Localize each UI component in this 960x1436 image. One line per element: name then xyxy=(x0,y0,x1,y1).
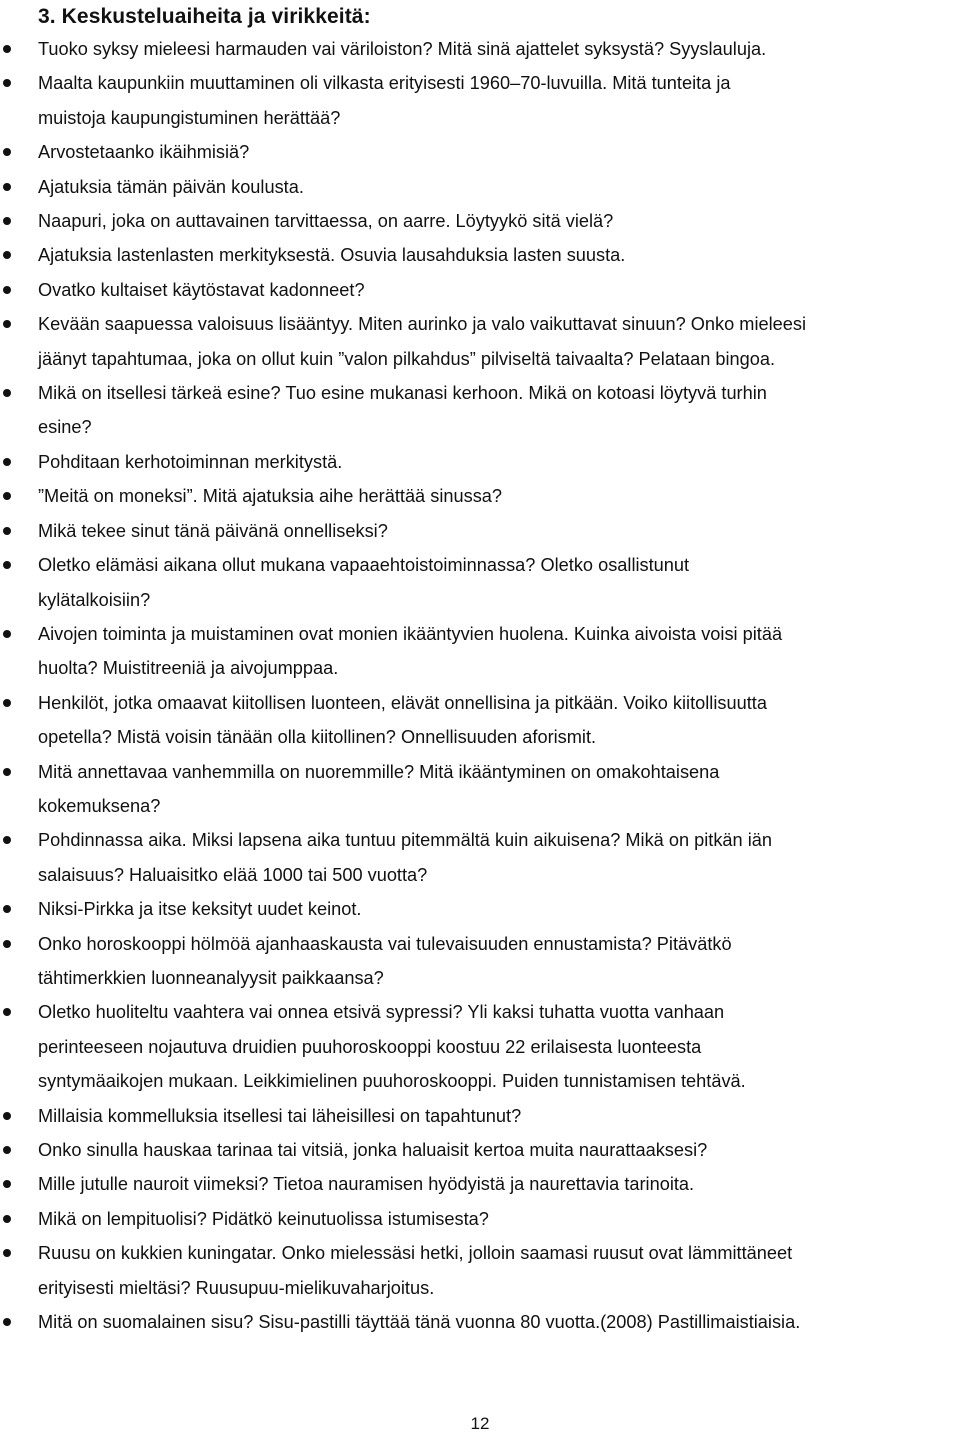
list-item-text: Mikä on itsellesi tärkeä esine? Tuo esine mukanasi kerhoon. Mikä on kotoasi löytyvä turhin xyxy=(38,383,767,404)
list-item-text: Ajatuksia tämän päivän koulusta. xyxy=(38,176,304,197)
list-item-text: salaisuus? Haluaisitko elää 1000 tai 500 vuotta? xyxy=(38,864,428,885)
list-item-text: Maalta kaupunkiin muuttaminen oli vilkasta erityisesti 1960–70-luvuilla. Mitä tunteita ja xyxy=(38,73,731,94)
list-item xyxy=(0,273,960,307)
bullet-icon xyxy=(3,630,11,638)
list-item-text: jäänyt tapahtumaa, joka on ollut kuin ”valon pilkahdus” pilviseltä taivaalta? Pelataan bingoa. xyxy=(38,348,776,369)
list-item xyxy=(0,514,960,548)
list-item xyxy=(0,1099,960,1133)
bullet-icon xyxy=(3,45,11,53)
bullet-icon xyxy=(3,1112,11,1120)
list-item-text: Mikä tekee sinut tänä päivänä onnelliseksi? xyxy=(38,520,388,541)
list-item xyxy=(0,445,960,479)
list-item xyxy=(0,1305,960,1339)
list-item-text: Mitä on suomalainen sisu? Sisu-pastilli täyttää tänä vuonna 80 vuotta.(2008) Pastillimaistiaisia. xyxy=(38,1312,801,1333)
bullet-icon xyxy=(3,768,11,776)
bullet-icon xyxy=(3,320,11,328)
bullet-icon xyxy=(3,1215,11,1223)
list-item-text: opetella? Mistä voisin tänään olla kiitollinen? Onnellisuuden aforismit. xyxy=(38,727,597,748)
bullet-icon xyxy=(3,940,11,948)
list-item-text: Henkilöt, jotka omaavat kiitollisen luonteen, elävät onnellisina ja pitkään. Voiko kiitollisuutta xyxy=(38,692,767,713)
list-item-text: Onko sinulla hauskaa tarinaa tai vitsiä, jonka haluaisit kertoa muita naurattaaksesi? xyxy=(38,1140,708,1160)
list-item-text: Arvostetaanko ikäihmisiä? xyxy=(38,142,250,163)
page-number: 12 xyxy=(470,1414,490,1433)
list-item xyxy=(0,1202,960,1236)
bullet-icon xyxy=(3,286,11,294)
list-item-text: Kevään saapuessa valoisuus lisääntyy. Miten aurinko ja valo vaikuttavat sinuun? Onko mieleesi xyxy=(38,314,807,335)
list-item xyxy=(0,170,960,204)
bullet-icon xyxy=(3,492,11,500)
topic-list xyxy=(0,32,960,1339)
list-item xyxy=(0,238,960,272)
bullet-icon xyxy=(3,1249,11,1257)
bullet-icon xyxy=(3,183,11,191)
list-item xyxy=(0,927,960,996)
bullet-icon xyxy=(3,148,11,156)
list-item-text: kylätalkoisiin? xyxy=(38,589,151,610)
list-item-text: perinteeseen nojautuva druidien puuhoroskooppi koostuu 22 erilaisesta luonteesta xyxy=(38,1036,702,1057)
list-item xyxy=(0,617,960,686)
list-item xyxy=(0,307,960,376)
list-item-text: Oletko huoliteltu vaahtera vai onnea etsivä sypressi? Yli kaksi tuhatta vuotta vanhaan xyxy=(38,1002,725,1023)
list-item xyxy=(0,204,960,238)
bullet-icon xyxy=(3,527,11,535)
list-item-text: kokemuksena? xyxy=(38,795,161,816)
list-item xyxy=(0,479,960,513)
list-item-text: Ruusu on kukkien kuningatar. Onko mielessäsi hetki, jolloin saamasi ruusut ovat lämmittäneet xyxy=(38,1243,793,1264)
list-item xyxy=(0,1133,960,1167)
list-item-text: Mikä on lempituolisi? Pidätkö keinutuolissa istumisesta? xyxy=(38,1208,489,1229)
list-item xyxy=(0,686,960,755)
bullet-icon xyxy=(3,389,11,397)
list-item-text: Tuoko syksy mieleesi harmauden vai väriloiston? Mitä sinä ajattelet syksystä? Syyslauluja. xyxy=(38,39,767,59)
bullet-icon xyxy=(3,1180,11,1188)
list-item-text: Pohdinnassa aika. Miksi lapsena aika tuntuu pitemmältä kuin aikuisena? Mikä on pitkän iän xyxy=(38,830,772,851)
list-item-text: Niksi-Pirkka ja itse keksityt uudet keinot. xyxy=(38,899,362,920)
bullet-icon xyxy=(3,458,11,466)
bullet-icon xyxy=(3,79,11,87)
list-item-text: tähtimerkkien luonneanalyysit paikkaansa? xyxy=(38,967,384,988)
list-item-text: Millaisia kommelluksia itsellesi tai läheisillesi on tapahtunut? xyxy=(38,1105,522,1126)
list-item-text: Naapuri, joka on auttavainen tarvittaessa, on aarre. Löytyykö sitä vielä? xyxy=(38,211,614,232)
list-item-text: Onko horoskooppi hölmöä ajanhaaskausta vai tulevaisuuden ennustamista? Pitävätkö xyxy=(38,933,732,954)
bullet-icon xyxy=(3,905,11,913)
bullet-icon xyxy=(3,251,11,259)
list-item-text: ”Meitä on moneksi”. Mitä ajatuksia aihe herättää sinussa? xyxy=(38,486,503,507)
list-item xyxy=(0,135,960,169)
list-item xyxy=(0,892,960,926)
list-item xyxy=(0,32,960,66)
bullet-icon xyxy=(3,699,11,707)
list-item xyxy=(0,548,960,617)
list-item xyxy=(0,1167,960,1201)
list-item-text: syntymäaikojen mukaan. Leikkimielinen puuhoroskooppi. Puiden tunnistamisen tehtävä. xyxy=(38,1071,746,1092)
list-item xyxy=(0,823,960,892)
list-item-text: Mille jutulle nauroit viimeksi? Tietoa nauramisen hyödyistä ja naurettavia tarinoita. xyxy=(38,1174,695,1195)
bullet-icon xyxy=(3,561,11,569)
list-item xyxy=(0,995,960,1098)
list-item-text: Mitä annettavaa vanhemmilla on nuoremmille? Mitä ikääntyminen on omakohtaisena xyxy=(38,761,720,782)
list-item xyxy=(0,376,960,445)
bullet-icon xyxy=(3,1146,11,1154)
list-item xyxy=(0,755,960,824)
bullet-icon xyxy=(3,1318,11,1326)
list-item-text: Pohditaan kerhotoiminnan merkitystä. xyxy=(38,451,343,472)
list-item-text: erityisesti mieltäsi? Ruusupuu-mielikuvaharjoitus. xyxy=(38,1277,435,1298)
list-item-text: huolta? Muistitreeniä ja aivojumppaa. xyxy=(38,658,339,679)
bullet-icon xyxy=(3,1008,11,1016)
list-item-text: Ajatuksia lastenlasten merkityksestä. Osuvia lausahduksia lasten suusta. xyxy=(38,245,626,266)
list-item-text: esine? xyxy=(38,417,92,438)
section-heading: 3. Keskusteluaiheita ja virikkeitä: xyxy=(38,5,371,28)
list-item-text: Oletko elämäsi aikana ollut mukana vapaaehtoistoiminnassa? Oletko osallistunut xyxy=(38,555,690,576)
bullet-icon xyxy=(3,217,11,225)
list-item xyxy=(0,66,960,135)
bullet-icon xyxy=(3,836,11,844)
list-item-text: muistoja kaupungistuminen herättää? xyxy=(38,107,341,128)
list-item-text: Aivojen toiminta ja muistaminen ovat monien ikääntyvien huolena. Kuinka aivoista voisi pitää xyxy=(38,623,783,644)
list-item xyxy=(0,1236,960,1305)
list-item-text: Ovatko kultaiset käytöstavat kadonneet? xyxy=(38,279,365,300)
